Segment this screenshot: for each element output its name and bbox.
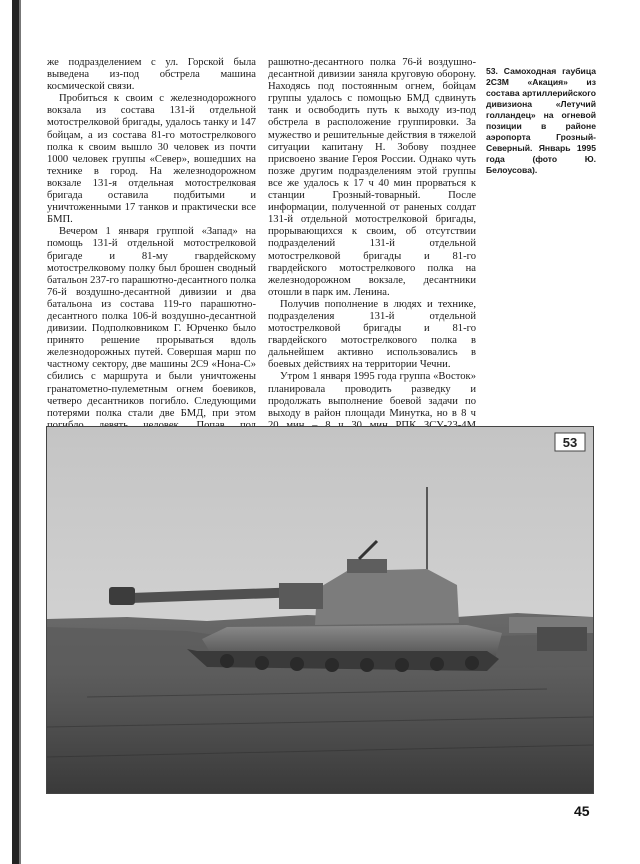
photo-badge-number: 53 (562, 435, 578, 450)
paragraph: Утром 1 января 1995 года группа «Восток» планировала проводить разведку и продолжать выполнение боевой задачи по выходу в район площади Минутка, но в 8 ч (268, 371, 476, 419)
paragraph: Получив пополнение в людях и технике, подразделения 131-й отдельной мотострелковой бригады и 81-го гвардейского мотострелкового полка в дальнейшем активно использовались в боевых действиях на территории Чечни. (268, 298, 476, 371)
howitzer-photo (46, 426, 594, 794)
paragraph: Пробиться к своим с железнодорожного вокзала из состава 131-й отдельной мотострелковой бригады, удалось танку и 147 бойцам, а из состава 81-го мотострелкового полка к своим вышло 30 человек из почти 1000 человек группы «Север», вошедших на технике в город. На железнодорожном вокзале 131-я отдельная мотострелковая бригада оставила подбитыми и уничтоженными 17 танков и практически все БМП. (47, 93, 256, 226)
page-number: 45 (574, 803, 590, 819)
paragraph: же подразделением с ул. Горской была выведена из-под обстрела машина космической связи. (47, 57, 256, 93)
howitzer-photo-illustration (47, 427, 593, 793)
paragraph: Вечером 1 января группой «Запад» на помощь 131-й отдельной мотострелковой бригаде и 81-му гвардейскому мотострелковому полку был брошен сводный батальон 237-го парашютно-десантного полка 76-й воздушно-десантной дивизии и два батальона из состава 119-го парашютно-десантного полка 106-й воздушно-десантной дивизии. Подполковником Г. Юрченко было принято решение прорываться вдоль железнодорожных путей. Совершая марш по частному сектору, две машины 2С9 «Нона-С» сбились с маршрута и были уничтожены гранатометно-пулеметным огнем боевиков, четверо десантников погибло. Следующими потерями полка стали две БМД, при этом (47, 226, 256, 419)
text-column-left (47, 57, 256, 456)
text-column-middle (268, 57, 476, 456)
paragraph: рашютно-десантного полка 76-й воздушно-десантной дивизии заняла круговую оборону. Находясь под постоянным огнем, бойцам группы удалось с помощью БМД сдвинуть танк и освободить путь к выходу из-под обстрела в расположение группировки. За мужество и решительные действия в тяжелой ситуации капитану Н. Зобову позднее присвоено звание Героя России. Однако чуть позже другим подразделениям этой группы все же удалось к 17 ч 40 мин прорваться к станции Грозный-товарный. После информации, полученной от раненых солдат 131-й отдельной мотострелковой бригады, прорывающихся к своим, об отсутствии подразделений 131-й отдельной мотострелковой бригады и 81-го гвардейского мотострелкового полка на железнодорожном вокзале, десантники отошли в парк им. Ленина. (268, 57, 476, 298)
photo-caption: 53. Самоходная гаубица 2С3М «Акация» из состава артиллерийского дивизиона «Летучий голландец» на огневой позиции в районе аэропорта Грозный-Северный. Январь 1995 года (фото Ю. Белоусова). (486, 66, 596, 175)
page-spine-bar (12, 0, 19, 864)
muzzle-brake (109, 587, 135, 605)
page-spine-line (19, 0, 21, 864)
